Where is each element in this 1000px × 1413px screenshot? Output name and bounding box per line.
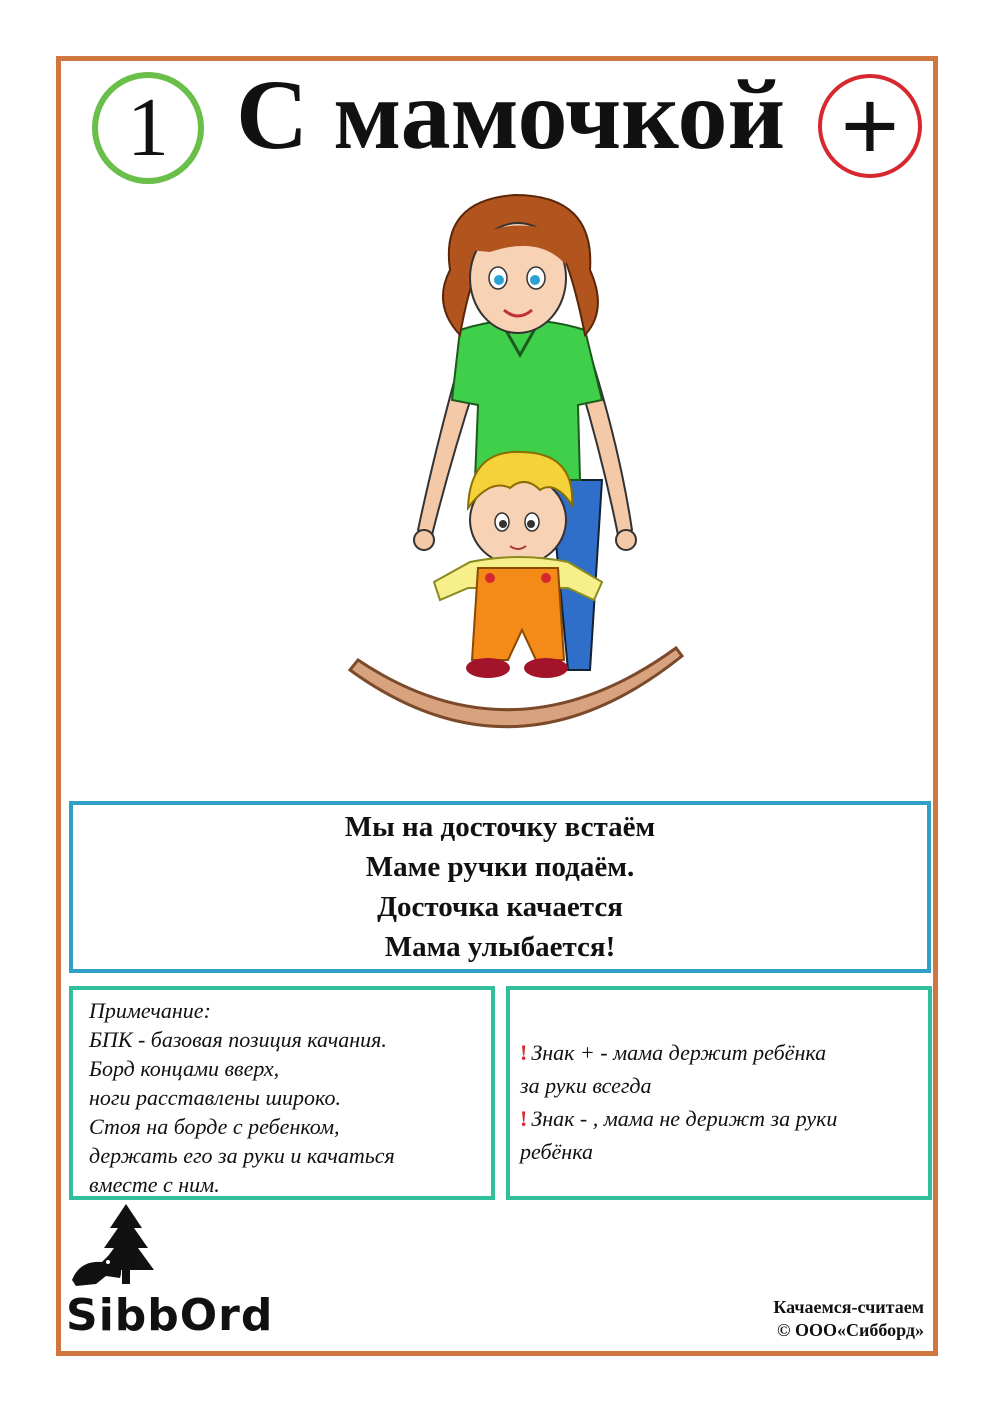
sibbord-logo	[66, 1200, 316, 1350]
plus-sign-badge	[818, 70, 922, 182]
rules-box	[506, 986, 932, 1200]
poem-line: Мама улыбается!	[384, 931, 616, 963]
footer	[773, 1296, 924, 1342]
rule-line	[520, 1102, 920, 1135]
note-line: БПК - базовая позиция качания.	[89, 1027, 387, 1052]
logo-text: SibbOrd	[66, 1290, 274, 1341]
plus-sign: +	[840, 70, 900, 182]
note-line: держать его за руки и качаться	[89, 1143, 395, 1168]
rule-text: Знак - , мама не дерижт за руки	[531, 1106, 838, 1131]
poem-line: Мы на досточку встаём	[344, 811, 656, 843]
rule-line: за руки всегда	[520, 1073, 652, 1098]
exclamation-icon: !	[520, 1106, 528, 1131]
card-number: 1	[127, 81, 169, 174]
note-box	[69, 986, 495, 1200]
card-number-badge	[92, 72, 204, 184]
mother-and-child-on-balance-board-icon	[340, 190, 700, 750]
balance-board-icon	[350, 648, 682, 727]
rule-text: Знак + - мама держит ребёнка	[531, 1040, 827, 1065]
footer-line: Качаемся-считаем	[773, 1297, 924, 1317]
page-title: С мамочкой	[236, 59, 786, 170]
note-line: Стоя на борде с ребенком,	[89, 1114, 340, 1139]
poem-line: Маме ручки подаём.	[365, 851, 635, 883]
poem-box	[69, 801, 931, 973]
rule-line: ребёнка	[520, 1139, 593, 1164]
poem-line: Досточка качается	[377, 891, 623, 923]
footer-copyright: © ООО«Сибборд»	[777, 1320, 924, 1340]
note-line: ноги расставлены широко.	[89, 1085, 342, 1110]
exclamation-icon: !	[520, 1040, 528, 1065]
rule-line	[520, 1036, 920, 1069]
note-heading: Примечание:	[89, 998, 211, 1023]
note-line: Борд концами вверх,	[89, 1056, 280, 1081]
note-line: вместе с ним.	[89, 1172, 220, 1197]
tree-and-animal-logo-icon	[66, 1200, 186, 1290]
